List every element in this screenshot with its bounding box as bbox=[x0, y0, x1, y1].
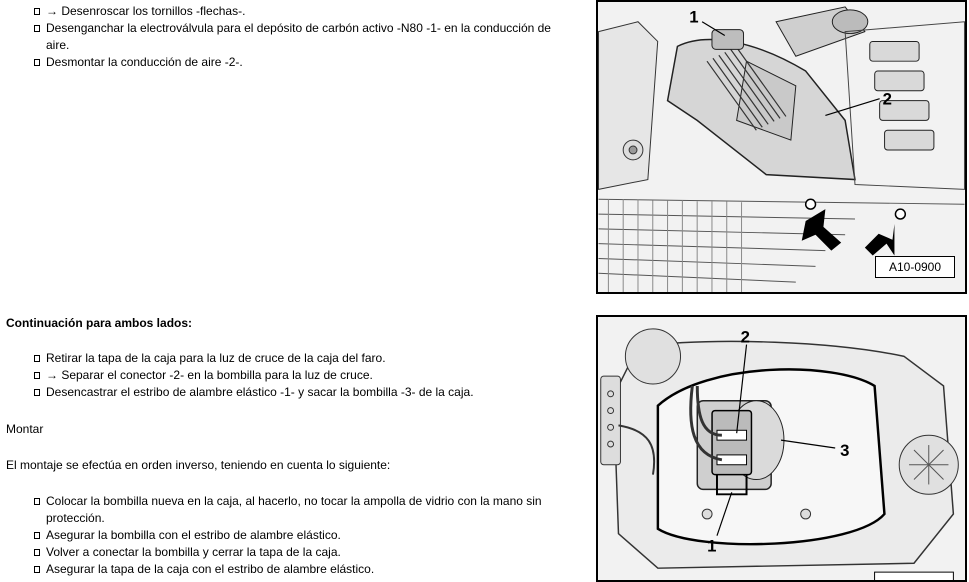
callout-2: 2 bbox=[882, 89, 892, 109]
list-item: Asegurar la tapa de la caja con el estribo de alambre elástico. bbox=[34, 561, 571, 578]
list-item: Retirar la tapa de la caja para la luz de cruce de la caja del faro. bbox=[34, 350, 571, 367]
engine-bay-illustration bbox=[598, 2, 965, 292]
headlamp-figure bbox=[596, 315, 967, 582]
callout-3: 3 bbox=[840, 440, 850, 460]
checkbox-bullet-icon bbox=[34, 25, 40, 32]
list-item: Desencastrar el estribo de alambre elástico -1- y sacar la bombilla -3- de la caja. bbox=[34, 384, 571, 401]
checkbox-bullet-icon bbox=[34, 532, 40, 539]
callout-1: 1 bbox=[689, 7, 699, 27]
bulb-removal-steps-list bbox=[34, 350, 571, 401]
headlamp-illustration bbox=[598, 317, 965, 580]
checkbox-bullet-icon bbox=[34, 549, 40, 556]
install-steps-list bbox=[34, 493, 571, 578]
list-item: Desenganchar la electroválvula para el depósito de carbón activo -N80 -1- en la conducción de aire. bbox=[34, 20, 571, 54]
checkbox-bullet-icon bbox=[34, 566, 40, 573]
section-heading-install: Montar bbox=[6, 422, 44, 436]
list-item: → Separar el conector -2- en la bombilla para la luz de cruce. bbox=[34, 367, 571, 384]
list-item: Volver a conectar la bombilla y cerrar la tapa de la caja. bbox=[34, 544, 571, 561]
install-intro-text: El montaje se efectúa en orden inverso, teniendo en cuenta lo siguiente: bbox=[6, 458, 391, 472]
checkbox-bullet-icon bbox=[34, 389, 40, 396]
checkbox-bullet-icon bbox=[34, 355, 40, 362]
list-item: → Desenroscar los tornillos -flechas-. bbox=[34, 3, 571, 20]
engine-bay-figure bbox=[596, 0, 967, 294]
list-item: Desmontar la conducción de aire -2-. bbox=[34, 54, 571, 71]
callout-1: 1 bbox=[707, 536, 717, 556]
removal-steps-list bbox=[34, 3, 571, 71]
checkbox-bullet-icon bbox=[34, 372, 40, 379]
list-item: Colocar la bombilla nueva en la caja, al hacerlo, no tocar la ampolla de vidrio con la mano sin protección. bbox=[34, 493, 571, 527]
checkbox-bullet-icon bbox=[34, 498, 40, 505]
list-item: Asegurar la bombilla con el estribo de alambre elástico. bbox=[34, 527, 571, 544]
figure-id-label: A10-0900 bbox=[875, 256, 955, 278]
checkbox-bullet-icon bbox=[34, 8, 40, 15]
figure-id-box bbox=[875, 572, 954, 580]
callout-2: 2 bbox=[740, 327, 750, 347]
checkbox-bullet-icon bbox=[34, 59, 40, 66]
section-heading-both-sides: Continuación para ambos lados: bbox=[6, 316, 193, 330]
